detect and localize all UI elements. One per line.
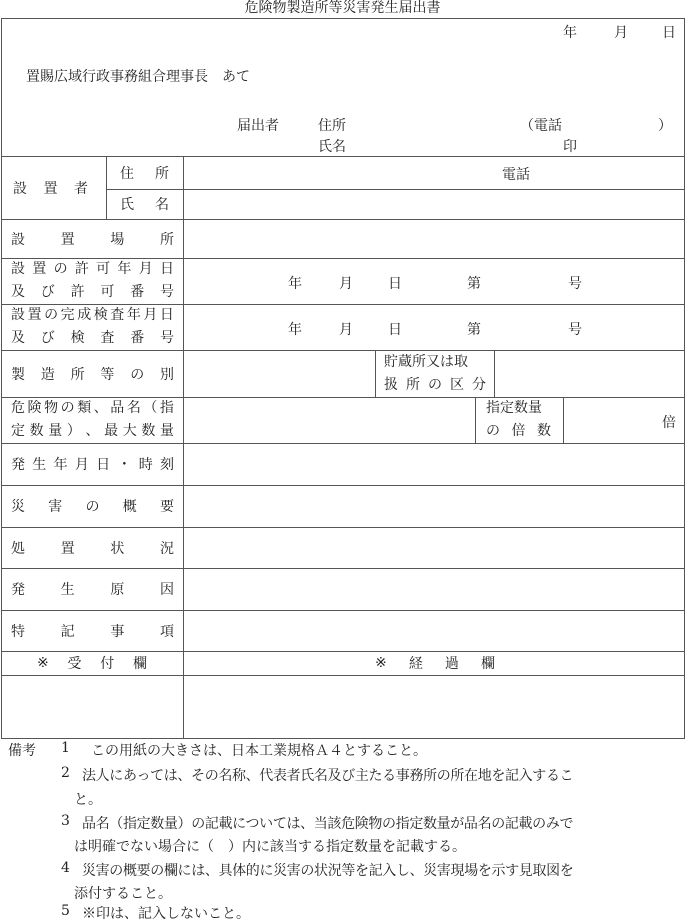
label-char: 過 [444, 656, 459, 672]
label-char: 況 [159, 540, 174, 557]
label-char: ） [66, 423, 81, 439]
installer-address-input[interactable] [184, 157, 504, 189]
label-char: 概 [122, 499, 137, 515]
installer-name-input[interactable] [184, 190, 684, 219]
installer-phone-input[interactable] [540, 157, 684, 189]
label-char: 類 [77, 400, 92, 416]
note-text: ※印は、記入しないこと。 [82, 906, 250, 922]
notifier-phone-close: ） [658, 118, 672, 134]
label-char: 置 [32, 261, 47, 277]
label-char: 処 [11, 540, 25, 557]
notifier-address-input[interactable] [352, 113, 522, 133]
storage-category-input[interactable] [495, 351, 684, 397]
label-char: 日 [159, 261, 174, 277]
label-char: の [130, 366, 145, 383]
permit-input[interactable] [184, 259, 684, 304]
special-notes-label [1, 610, 183, 651]
installer-label [1, 156, 106, 219]
label-char: 番 [130, 330, 145, 346]
label-char: 品 [110, 400, 125, 416]
label-char: 付 [100, 656, 115, 672]
label-char: 可 [96, 261, 111, 277]
note-number: 4 [61, 860, 70, 876]
label-char: び [40, 284, 55, 300]
notifier-address-label: 住所 [318, 118, 346, 134]
label-char: 発 [11, 457, 25, 473]
label-char: 名 [155, 197, 169, 213]
installer-address-label [106, 156, 183, 189]
disaster-summary-input[interactable] [184, 486, 684, 527]
quantity-multiple-label [475, 397, 563, 443]
label-char: 設 [11, 231, 25, 248]
label-char: 許 [70, 284, 85, 300]
label-char: 定 [11, 423, 25, 439]
label-char: 番 [130, 284, 145, 300]
inspection-go-unit: 号 [568, 322, 582, 338]
notes-heading: 備考 [8, 743, 36, 759]
notifier-phone-input[interactable] [565, 113, 655, 133]
note-text: 品名（指定数量）の記載については、当該危険物の指定数量が品名の記載のみで [82, 816, 574, 832]
label-char: 原 [110, 582, 125, 598]
inspection-day-unit: 日 [388, 322, 402, 338]
response-status-input[interactable] [184, 528, 684, 568]
label-char: 物 [44, 400, 59, 416]
label-char: の [44, 307, 59, 323]
reception-area [2, 676, 183, 738]
label-char: 区 [450, 376, 464, 393]
permit-dai-label: 第 [467, 276, 481, 292]
note-text: 法人にあっては、その名称、代表者氏名及び主たる事務所の所在地を記入するこ [82, 768, 574, 784]
label-char: 生 [60, 582, 75, 598]
label-char: 、 [93, 400, 108, 416]
facility-type-input[interactable] [184, 351, 375, 397]
response-status-label [1, 527, 183, 568]
label-char: 項 [159, 623, 174, 640]
permit-day-unit: 日 [388, 276, 402, 292]
permit-month-unit: 月 [339, 276, 353, 292]
label-char: 特 [11, 623, 25, 640]
label-char: 危 [11, 400, 25, 416]
label-char: 、 [85, 423, 100, 439]
label-char: 欄 [480, 656, 495, 672]
note-number: 1 [61, 740, 70, 756]
label-char: 号 [159, 330, 174, 346]
label-char: 要 [160, 499, 174, 515]
label-char: 置 [27, 307, 42, 323]
label-char: 氏 [120, 197, 134, 213]
cause-input[interactable] [184, 569, 684, 610]
label-char: 分 [472, 376, 486, 393]
label-char: 可 [100, 284, 115, 300]
note-text: 災害の概要の欄には、具体的に災害の状況等を記入し、災害現場を示す見取図を [82, 863, 574, 879]
label-char: 年 [53, 457, 68, 473]
label-char: 設 [11, 261, 25, 277]
label-char: （ [143, 400, 158, 416]
cause-label [1, 568, 183, 610]
quantity-multiple-input[interactable] [564, 398, 659, 443]
label-char: 険 [27, 400, 42, 416]
special-notes-input[interactable] [184, 611, 684, 651]
label-char: 完 [60, 307, 75, 323]
facility-type-label [1, 350, 183, 397]
label-char: 置 [60, 540, 75, 557]
progress-header [375, 651, 495, 675]
label-char: 日 [159, 307, 174, 323]
label-char: 製 [11, 366, 25, 383]
label-char: 因 [159, 582, 174, 598]
label-char: 検 [70, 330, 85, 346]
label-char: 場 [110, 231, 125, 248]
note-text: は明確でない場合に（ ）内に該当する指定数量を記載する。 [74, 839, 466, 855]
label-char: 量 [160, 423, 174, 439]
document-title: 危険物製造所等災害発生届出書 [244, 0, 441, 16]
label-char: 月 [74, 457, 89, 473]
label-char: 査 [100, 330, 115, 346]
date-year-label: 年 [563, 25, 577, 41]
installer-phone-label: 電話 [502, 167, 530, 183]
note-text: この用紙の大きさは、日本工業規格Ａ４とすること。 [91, 743, 427, 759]
permit-year-unit: 年 [288, 276, 302, 292]
label-char: 数 [537, 423, 551, 439]
label-char: 状 [110, 540, 125, 557]
label-char: 数 [141, 423, 156, 439]
label-char: 受 [67, 656, 82, 672]
note-number: 5 [61, 903, 70, 919]
label-char: 所 [406, 376, 420, 393]
label-char: 年 [126, 307, 141, 323]
label-char: ・ [117, 457, 132, 473]
label-char: 扱 [384, 376, 398, 393]
installer-name-label [106, 189, 183, 219]
label-text: 貯蔵所又は取 [384, 353, 468, 370]
inspection-dai-label: 第 [467, 322, 481, 338]
label-char: 害 [48, 499, 63, 515]
label-char: 別 [159, 366, 174, 383]
label-char: 者 [74, 180, 88, 197]
label-char: 欄 [132, 656, 147, 672]
occurrence-datetime-label [1, 443, 183, 485]
label-char: 及 [11, 330, 25, 346]
label-char: 置 [60, 231, 75, 248]
inspection-month-unit: 月 [339, 322, 353, 338]
seal-mark: 印 [563, 139, 577, 155]
notifier-name-label: 氏名 [318, 139, 346, 155]
label-char: び [40, 330, 55, 346]
label-char: 量 [48, 423, 63, 439]
label-char: 最 [104, 423, 119, 439]
label-char: の [53, 261, 68, 277]
label-char: 成 [77, 307, 92, 323]
label-char: 数 [29, 423, 44, 439]
inspection-input[interactable] [184, 305, 684, 350]
addressee: 置賜広域行政事務組合理事長 あて [26, 69, 250, 85]
label-char: 所 [159, 231, 174, 248]
label-char: 名 [126, 400, 141, 416]
label-char: の [60, 400, 75, 416]
label-char: 及 [11, 284, 25, 300]
label-char: 事 [110, 623, 125, 640]
label-char: 造 [40, 366, 55, 383]
label-text: 指定数量 [486, 400, 542, 416]
label-char: 所 [70, 366, 85, 383]
label-char: 許 [74, 261, 89, 277]
progress-area [184, 676, 684, 738]
label-char: 経 [408, 656, 423, 672]
label-char: 査 [110, 307, 125, 323]
label-char: 大 [122, 423, 137, 439]
label-char: 住 [120, 165, 134, 182]
label-char: 指 [159, 400, 174, 416]
occurrence-datetime-input[interactable] [184, 444, 684, 485]
hazmat-input[interactable] [184, 398, 475, 443]
label-char: の [428, 376, 442, 393]
notifier-name-input[interactable] [352, 134, 552, 154]
label-char: 記 [60, 623, 75, 640]
label-char: ※ [375, 655, 387, 671]
note-number: 3 [61, 813, 70, 829]
label-char: 時 [138, 457, 153, 473]
note-number: 2 [61, 765, 70, 781]
storage-category-label [375, 350, 494, 397]
hazmat-label [1, 397, 183, 443]
reception-header [1, 651, 183, 675]
label-char: 等 [100, 366, 115, 383]
label-char: 検 [93, 307, 108, 323]
label-char: 設 [13, 180, 27, 197]
permit-go-unit: 号 [568, 276, 582, 292]
label-char: の [486, 423, 500, 439]
label-char: 所 [155, 165, 169, 182]
label-char: 生 [32, 457, 47, 473]
date-day-label: 日 [662, 25, 676, 41]
note-text: と。 [74, 792, 102, 808]
location-label [1, 219, 183, 258]
label-char: 日 [96, 457, 111, 473]
date-month-label: 月 [614, 25, 628, 41]
label-char: 倍 [511, 423, 526, 439]
notifier-label: 届出者 [237, 118, 279, 134]
label-char: 発 [11, 582, 25, 598]
inspection-label [1, 304, 183, 350]
note-text: 添付すること。 [74, 886, 172, 902]
date-field[interactable] [520, 20, 680, 42]
inspection-year-unit: 年 [288, 322, 302, 338]
multiple-unit: 倍 [662, 415, 676, 431]
label-char: 置 [43, 180, 58, 197]
location-input[interactable] [184, 220, 684, 258]
label-char: 刻 [159, 457, 174, 473]
label-char: 号 [159, 284, 174, 300]
disaster-summary-label [1, 485, 183, 527]
label-char: 月 [143, 307, 158, 323]
label-char: 災 [11, 499, 25, 515]
label-char: 設 [11, 307, 25, 323]
label-char: の [85, 499, 100, 515]
label-char: ※ [37, 655, 49, 671]
notifier-phone-open: （電話 [520, 118, 562, 134]
permit-label [1, 258, 183, 304]
label-char: 年 [117, 261, 132, 277]
label-char: 月 [138, 261, 153, 277]
